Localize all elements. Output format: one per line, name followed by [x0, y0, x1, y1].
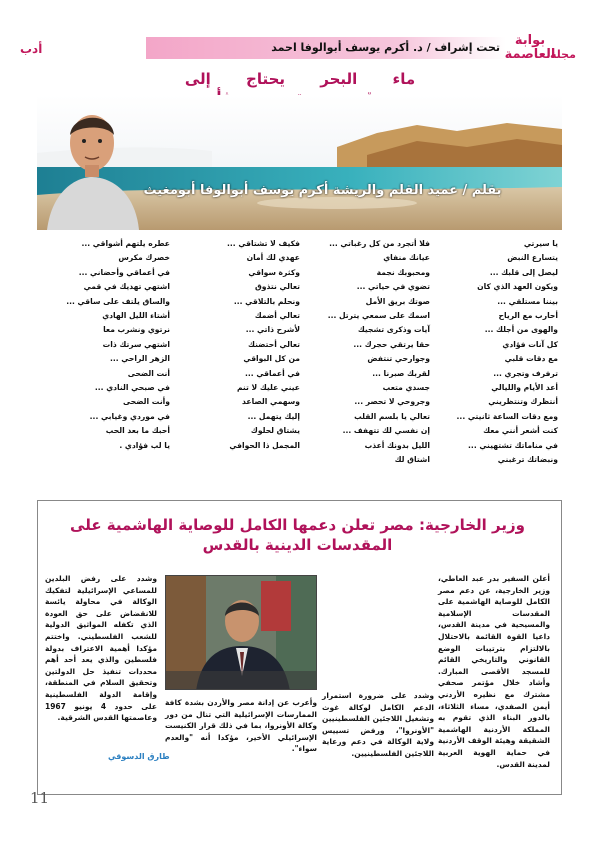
- poem-line: وجروحي لا تحصر ...: [354, 397, 430, 407]
- poem-line: تعالي أضمك: [254, 311, 300, 321]
- poem-line: فلا أتجرد من كل رغباتي ...: [329, 239, 430, 248]
- poem-line: ونبضاتك ترغبني: [497, 455, 558, 465]
- poem-line: يشتاق لحلوك: [250, 426, 300, 436]
- poem-line: يتسارع النبض: [507, 253, 558, 263]
- poem-line: أنت الضحى: [127, 368, 170, 378]
- poem-line: ليصل إلى قلبك ...: [489, 267, 558, 277]
- poem-line: إليك يتهمل ...: [247, 411, 300, 421]
- poem-line: آيات وذكرى تشجيك: [357, 325, 430, 335]
- poem-line: اسمك على سمعي يترتل ...: [327, 311, 430, 321]
- section-label: أدب: [20, 42, 43, 56]
- poem-line: ونحلم بالتلاقي ...: [233, 296, 300, 306]
- article-column-left: وشدد على رفض البلدين للمساعي الإسرائيلية لتفكيك الوكالة في محاولة يائسة للانقضاض على حق العودة الذي تكفله المواثيق الدولية للشعب الفلسطيني. واختتم مؤكدا أهمية الاعتراف بدولة فلسطين والذي يعد أحد أهم محددات تنفيذ حل الدولتين وتحقيق السلام في المنطقة، وإقامة الدولة الفلسطينية على حدود 4 يونيو 1967 وعاصمتها القدس الشرقية.: [45, 574, 157, 723]
- poem-line: بيننا مستلقي ...: [497, 296, 558, 306]
- article-title: وزير الخارجية: مصر تعلن دعمها الكامل للوصاية الهاشمية على المقدسات الدينية بالقدس: [70, 516, 525, 554]
- poem-line: يا لب فؤادي .: [119, 440, 170, 450]
- poem-line: ومحبوبك نجمة: [376, 267, 430, 277]
- poem-line: يا سيرتي: [523, 239, 558, 248]
- sea-banner-image: [37, 95, 562, 230]
- poem-line: في مناماتك تشتهيني ...: [468, 440, 558, 450]
- poem-line: ومع دقات الساعة ثانيتي ...: [456, 411, 558, 421]
- poem-line: في أعماقي ...: [245, 368, 300, 378]
- poem-column-3: [200, 237, 300, 453]
- poem-line: اشتهي تهديك في قمي: [83, 282, 170, 292]
- article-column-right: أعلن السفير بدر عبد العاطي، وزير الخارجية، عن دعم مصر الكامل للوصاية الهاشمية على المقدسات الإسلامية والمسيحية في مدينة القدس، داعيا القوة القائمة بالاحتلال بالالتزام بترتيبات الوضع القانوني والتاريخي القائم للمسجد الأقصى المبارك. وأشاد خلال مؤتمر صحفي مشترك مع نظيره الأردني أيمن الصفدي، مساء الثلاثاء، بالدور البناء الذي تقوم به المملكة الأردنية الهاشمية الشقيقة وهيئة الوقف الأردنية في حماية الهوية العربية لمدينة القدس.: [438, 574, 550, 769]
- poem-line: الليل بدونك أعذب: [364, 440, 430, 450]
- poem-column-2: [327, 237, 430, 468]
- poem-line: عيني عليك لا تنم: [236, 383, 300, 393]
- poem-line: في موردي وغيابي ...: [89, 411, 170, 421]
- poem-line: إن نفسي لك تتهفف ...: [342, 426, 430, 436]
- poem-line: تعالي أحتضنك: [248, 339, 300, 349]
- poem-line: لأشرح ذاتي ...: [245, 325, 300, 335]
- poem-line: أعد الأيام والليالي: [491, 383, 558, 393]
- poem-line: في أعماقي وأحضاني ...: [78, 267, 170, 277]
- poem-line: خصرك مكرس: [118, 253, 170, 263]
- poem-line: صوتك بريق الأمل: [365, 296, 430, 306]
- poem-line: والهوى من أجلك ...: [484, 325, 558, 335]
- article-column-middle-left: وأعرب عن إدانة مصر والأردن بشدة كافة الممارسات الإسرائيلية التي تنال من دور وكالة الأونروا، بما في ذلك قرار الكنيست الإسرائيلي الأخير، مؤكدا أنه "والعدم سواء".: [165, 698, 317, 754]
- poem-line: أشتاء الليل الهادي: [102, 311, 170, 321]
- poem-line: عهدي لك أمان: [246, 253, 300, 263]
- poem-line: لقربك صبرنا ...: [372, 368, 430, 378]
- article-column-middle: وشدد على ضرورة استمرار الدعم الكامل لوكالة غوث وتشغيل اللاجئين الفلسطينيين "الأونروا"، ورفض تسييس ولاية الوكالة في دعم ورعاية اللاجئين الفلسطينيين.: [322, 691, 434, 758]
- poem-line: ترفرف وتجري ...: [493, 368, 558, 378]
- poem-line: وجوارحي تنتفض: [367, 354, 430, 364]
- poem-line: وكثرة سواقي: [248, 267, 300, 277]
- poem-line: حقا يرتقي حجرك ...: [353, 339, 430, 349]
- poem-line: وسهمي الصاعد: [242, 397, 300, 407]
- poem-line: جسدي متعب: [382, 383, 430, 393]
- page-number: 11: [30, 789, 50, 807]
- poem-title: ماء البحر يحتاج إلى: [184, 70, 416, 88]
- poem-line: الزهر الراحي ...: [109, 354, 170, 364]
- article-author: طارق الدسوقي: [108, 752, 170, 761]
- poem-line: تضوي في حياتي ...: [356, 282, 430, 292]
- poem-line: عيانك منفاي: [383, 253, 430, 263]
- poem-column-1: [458, 237, 558, 468]
- poem-line: أحبك ما بعد الحب: [105, 426, 170, 436]
- poem-column-4: [66, 237, 170, 453]
- poem-line: أنتظرك وتنتظريني: [488, 397, 558, 407]
- magazine-logo: بوابة العاصمة: [504, 33, 556, 62]
- poem-line: نرتوي ونشرب معا: [103, 325, 170, 335]
- poem-line: ويكون العهد الذي كان: [477, 282, 558, 292]
- magazine-label: مجلة: [550, 48, 576, 61]
- poem-line: المجمل ذا الحوافي: [229, 440, 300, 450]
- poem-line: عطره يلتهم أشواقي ...: [81, 239, 170, 248]
- minister-photo: [165, 575, 317, 690]
- poem-line: كنت أشعر أنني معك: [483, 426, 558, 436]
- poem-line: اشتهي سرتك ذات: [102, 339, 170, 349]
- poem-line: من كل البواقي: [243, 354, 300, 364]
- poem-line: تعالي يا بلسم القلب: [354, 411, 430, 421]
- poem-line: مع دقات قلبي: [504, 354, 558, 364]
- poem-line: كل آنات فؤادي: [502, 339, 558, 349]
- supervision-line: تحت إشراف / د. أكرم يوسف أبوالوفا احمد: [271, 41, 500, 54]
- poem-line: اشتاق لك: [394, 455, 430, 465]
- poem-line: فكيف لا تشتاقي ...: [227, 239, 300, 248]
- poem-byline: بقلم / عميد القلم والريشة أكرم يوسف أبوالوفا أبومغيث: [143, 183, 502, 198]
- poem-line: تعالي نتذوق: [254, 282, 300, 292]
- poem-line: وأنت الضحى: [123, 397, 170, 407]
- poem-line: أحارب مع الرياح: [498, 311, 558, 321]
- poem-line: والساق يلتف على ساقي ...: [66, 296, 170, 306]
- poem-line: في صبحي النادي ...: [94, 383, 170, 393]
